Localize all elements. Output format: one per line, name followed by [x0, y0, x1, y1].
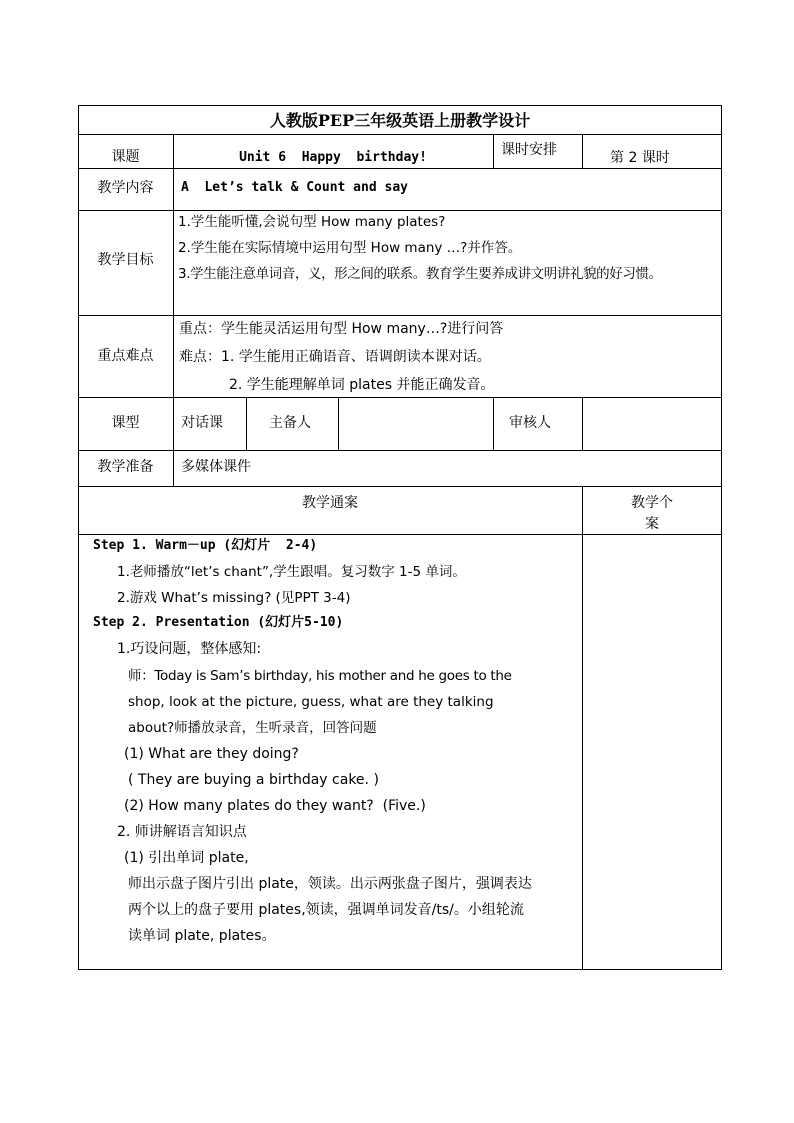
column-divider	[493, 134, 494, 168]
plan-line: 1.巧设问题，整体感知:	[117, 641, 262, 657]
type-label: 课型	[111, 415, 140, 431]
plan-line: 师出示盘子图片引出 plate，领读。出示两张盘子图片，强调表达	[128, 876, 532, 892]
label-column-divider	[173, 134, 174, 486]
document-title: 人教版PEP三年级英语上册教学设计	[269, 111, 531, 130]
column-divider	[338, 397, 339, 450]
row-divider	[78, 168, 722, 169]
preparation-label: 教学准备	[97, 459, 154, 475]
plan-line: 2.游戏 What’s missing? (见PPT 3-4)	[117, 590, 351, 606]
plan-step-heading: Step 1. Warm－up (幻灯片 2-4)	[93, 538, 318, 553]
row-divider	[78, 534, 722, 535]
preparer-label: 主备人	[269, 415, 311, 431]
column-divider	[582, 397, 583, 450]
plan-line: (2) How many plates do they want? (Five.)	[124, 798, 426, 814]
plan-line: 2. 师讲解语言知识点	[117, 824, 247, 840]
row-divider	[78, 397, 722, 398]
objective-item: 3.学生能注意单词音，义，形之间的联系。教育学生要养成讲文明讲礼貌的好习惯。	[178, 266, 662, 282]
type-value: 对话课	[181, 415, 223, 431]
row-divider	[78, 210, 722, 211]
row-divider	[78, 450, 722, 451]
table-border-top	[78, 105, 722, 106]
key-point-line: 2. 学生能理解单词 plates 并能正确发音。	[229, 377, 495, 393]
plan-line: 1.老师播放“let’s chant”,学生跟唱。复习数字 1-5 单词。	[117, 564, 466, 580]
objective-item: 2.学生能在实际情境中运用句型 How many …?并作答。	[178, 240, 522, 256]
plan-line: (1) 引出单词 plate,	[124, 850, 249, 866]
preparation-value: 多媒体课件	[181, 459, 251, 475]
objectives-label: 教学目标	[97, 252, 154, 268]
lesson-label: 课题	[111, 149, 140, 165]
plan-line: 读单词 plate, plates。	[128, 928, 276, 944]
plan-line: 两个以上的盘子要用 plates,领读，强调单词发音/ts/。小组轮流	[128, 902, 524, 918]
plan-line: ( They are buying a birthday cake. )	[128, 772, 379, 788]
plan-side-header: 教学个	[631, 495, 673, 511]
table-border-bottom	[78, 969, 722, 970]
plan-line: (1) What are they doing?	[124, 746, 299, 762]
lesson-title: Unit 6 Happy birthday!	[239, 150, 427, 165]
plan-side-header: 案	[645, 516, 659, 532]
plan-step-heading: Step 2. Presentation (幻灯片5-10)	[93, 615, 344, 630]
key-point-line: 难点：1. 学生能用正确语音、语调朗读本课对话。	[179, 349, 491, 365]
key-point-line: 重点：学生能灵活运用句型 How many…?进行问答	[179, 321, 504, 337]
plan-header: 教学通案	[302, 495, 358, 511]
plan-line: 师：Today is Sam’s birthday, his mother and he goes to the	[128, 668, 512, 684]
schedule-label: 课时安排	[501, 142, 557, 158]
column-divider	[246, 397, 247, 450]
reviewer-label: 审核人	[509, 415, 551, 431]
column-divider	[493, 397, 494, 450]
plan-line: about?师播放录音，生听录音，回答问题	[128, 720, 377, 736]
content-value: A Let’s talk & Count and say	[181, 180, 408, 195]
schedule-value: 第 2 课时	[610, 150, 670, 166]
plan-line: shop, look at the picture, guess, what are they talking	[128, 694, 494, 710]
key-points-label: 重点难点	[97, 348, 154, 364]
row-divider	[78, 134, 722, 135]
table-border-right	[721, 105, 722, 970]
row-divider	[78, 315, 722, 316]
table-border-left	[78, 105, 79, 970]
objective-item: 1.学生能听懂,会说句型 How many plates?	[178, 214, 446, 230]
column-divider	[582, 134, 583, 168]
row-divider	[78, 486, 722, 487]
content-label: 教学内容	[97, 180, 154, 196]
plan-column-divider	[582, 486, 583, 969]
